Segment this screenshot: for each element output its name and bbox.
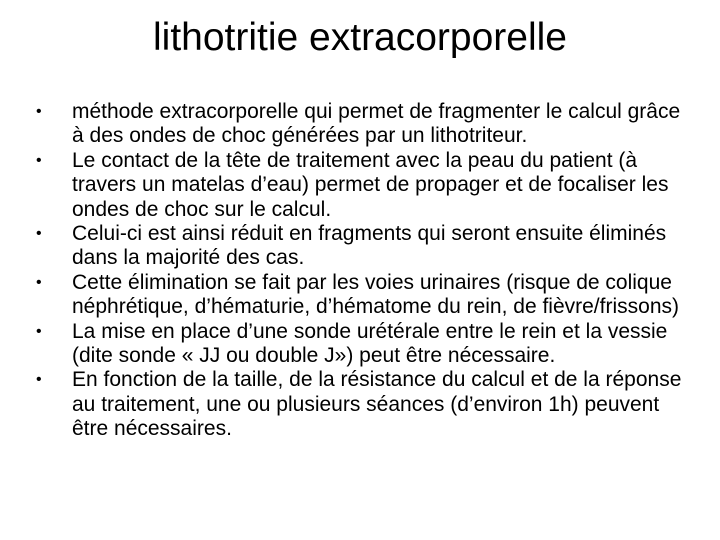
bullet-icon: • (36, 225, 42, 243)
bullet-icon: • (36, 103, 42, 120)
bullet-icon: • (36, 322, 42, 340)
bullet-text: La mise en place d’une sonde urétérale entre le rein et la vessie (dite sonde « JJ ou double J») peut être nécessaire. (72, 319, 668, 368)
bullet-item (36, 271, 686, 320)
bullet-text: Celui-ci est ainsi réduit en fragments qui seront ensuite éliminés dans la majorité des cas. (72, 222, 667, 270)
bullet-item (36, 368, 686, 441)
bullet-icon: • (36, 151, 42, 169)
bullet-text: En fonction de la taille, de la résistance du calcul et de la réponse au traitement, une ou plusieurs séances (d’environ 1h) peuvent être nécessaires. (72, 368, 682, 441)
bullet-icon: • (36, 371, 42, 389)
bullet-text: Le contact de la tête de traitement avec la peau du patient (à travers un matelas d’eau) permet de propager et de focaliser les ondes de choc sur le calcul. (72, 148, 669, 221)
bullet-text: Cette élimination se fait par les voies urinaires (risque de colique néphrétique, d’hématurie, d’hématome du rein, de fièvre/frissons) (72, 270, 679, 319)
bullet-item (36, 149, 686, 222)
bullet-list (36, 100, 686, 442)
bullet-text: méthode extracorporelle qui permet de fragmenter le calcul grâce à des ondes de choc générées par un lithotriteur. (72, 100, 681, 148)
bullet-item (36, 100, 686, 149)
slide-title: lithotritie extracorporelle (152, 16, 567, 59)
bullet-item (36, 320, 686, 369)
bullet-item (36, 222, 686, 271)
bullet-icon: • (36, 273, 42, 291)
